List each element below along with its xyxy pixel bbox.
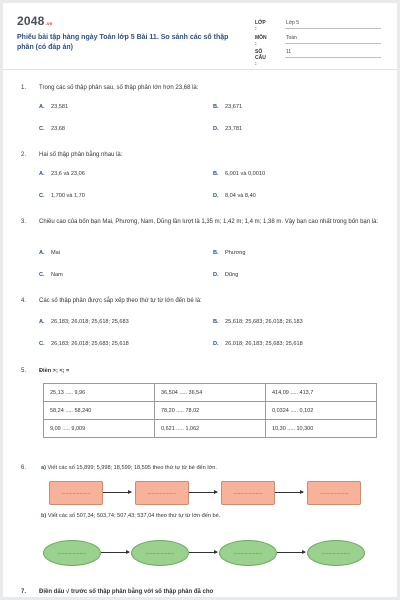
- option-a[interactable]: [39, 319, 129, 325]
- option-b[interactable]: [213, 171, 265, 177]
- option-letter: C.: [39, 341, 45, 347]
- sub-text: Viết các số 507,34; 503,74; 507,43; 537,04 theo thứ tự từ lớn đến bé.: [47, 513, 221, 519]
- table-cell[interactable]: 9,09 ..... 9,009: [44, 420, 155, 438]
- option-b[interactable]: [213, 250, 245, 256]
- answer-oval[interactable]: .....................: [131, 540, 189, 566]
- meta-label: LỚP :: [255, 20, 266, 32]
- option-letter: B.: [213, 104, 219, 110]
- arrow: [277, 552, 305, 553]
- option-letter: B.: [213, 171, 219, 177]
- option-text: 8,04 và 8,40: [225, 193, 256, 199]
- option-letter: A.: [39, 171, 45, 177]
- option-text: Mai: [51, 250, 61, 256]
- answer-box[interactable]: .....................: [49, 481, 103, 505]
- option-text: Dũng: [225, 272, 239, 278]
- table-row: [44, 420, 377, 438]
- option-letter: B.: [213, 319, 219, 325]
- option-b[interactable]: [213, 104, 242, 110]
- question-number: 6.: [21, 465, 27, 471]
- meta-label: MÔN :: [255, 35, 267, 47]
- option-a[interactable]: [39, 171, 85, 177]
- site-logo[interactable]: [17, 14, 53, 28]
- question-text: Trong các số thập phân sau, số thập phân lớn hơn 23,68 là:: [39, 85, 199, 91]
- option-letter: D.: [213, 126, 219, 132]
- question-number: 4.: [21, 298, 27, 304]
- option-letter: D.: [213, 341, 219, 347]
- question-text: Điền dấu √ trước số thập phân bằng với số thập phân đã cho: [39, 589, 214, 595]
- arrow: [189, 552, 217, 553]
- answer-oval[interactable]: .....................: [43, 540, 101, 566]
- question-number: 5.: [21, 368, 27, 374]
- option-text: 26,183; 26,018; 25,618; 25,683: [51, 319, 129, 325]
- option-text: 26,183; 26,018; 25,683; 25,618: [51, 341, 129, 347]
- worksheet-header: [3, 3, 397, 69]
- answer-box[interactable]: .....................: [135, 481, 189, 505]
- meta-label: SỐ CÂU :: [255, 49, 266, 67]
- option-text: 23,581: [51, 104, 69, 110]
- question-number: 2.: [21, 152, 27, 158]
- option-letter: A.: [39, 250, 45, 256]
- option-letter: D.: [213, 193, 219, 199]
- arrow: [101, 552, 129, 553]
- meta-underline: [285, 43, 381, 44]
- answer-oval[interactable]: .....................: [307, 540, 365, 566]
- arrow: [103, 492, 131, 493]
- table-row: [44, 402, 377, 420]
- option-letter: A.: [39, 319, 45, 325]
- question-text: Các số thập phân được sắp xếp theo thứ tự từ lớn đến bé là:: [39, 298, 202, 304]
- option-text: 6,001 và 0,0010: [225, 171, 266, 177]
- option-b[interactable]: [213, 319, 303, 325]
- option-text: 23,671: [225, 104, 243, 110]
- question-instruction: Điền >; <; =: [39, 368, 70, 374]
- table-row: [44, 384, 377, 402]
- table-cell[interactable]: 78,20 ..... 78,02: [155, 402, 266, 420]
- table-cell[interactable]: 58,24 ..... 58,240: [44, 402, 155, 420]
- option-text: 23,68: [51, 126, 65, 132]
- option-text: 25,618; 25,683; 26,018; 26,183: [225, 319, 303, 325]
- option-text: Phương: [225, 250, 246, 256]
- sub-letter: b): [41, 513, 47, 519]
- option-letter: C.: [39, 272, 45, 278]
- answer-oval[interactable]: .....................: [219, 540, 277, 566]
- header-divider: [3, 69, 397, 70]
- table-cell[interactable]: 414,09 ..... 413,7: [266, 384, 377, 402]
- question-6b: [41, 513, 220, 519]
- option-letter: D.: [213, 272, 219, 278]
- answer-box[interactable]: .....................: [221, 481, 275, 505]
- worksheet-title: Phiếu bài tập hàng ngày Toán lớp 5 Bài 11. So sánh các số thập phân (có đáp án): [17, 34, 229, 51]
- table-cell[interactable]: 0,0324 ..... 0,102: [266, 402, 377, 420]
- question-text: Hai số thập phân bằng nhau là:: [39, 152, 123, 158]
- option-text: 26,018; 26,183; 25,683; 25,618: [225, 341, 303, 347]
- option-c[interactable]: [39, 126, 65, 132]
- option-letter: C.: [39, 193, 45, 199]
- question-text: Chiều cao của bốn bạn Mai, Phương, Nam, Dũng lần lượt là 1,35 m; 1,42 m; 1,4 m; 1,38 m. Vậy bạn cao nhất trong bốn bạn là:: [39, 219, 379, 225]
- meta-value: Lớp 5: [286, 20, 300, 26]
- option-c[interactable]: [39, 272, 63, 278]
- worksheet-page: [3, 3, 397, 597]
- sub-text: Viết các số 15,899; 5,998; 18,599; 18,595 theo thứ tự từ bé đến lớn.: [47, 465, 217, 471]
- logo-text: 2048: [17, 14, 45, 28]
- option-text: 23,6 và 23,06: [51, 171, 85, 177]
- option-letter: B.: [213, 250, 219, 256]
- question-number: 1.: [21, 85, 27, 91]
- comparison-table: [43, 383, 377, 438]
- meta-value: 11: [286, 49, 292, 55]
- table-cell[interactable]: 25,13 ..... 9,96: [44, 384, 155, 402]
- question-number: 7.: [21, 589, 27, 595]
- meta-value: Toán: [286, 35, 297, 41]
- arrow: [189, 492, 217, 493]
- option-text: Nam: [51, 272, 63, 278]
- option-text: 23,781: [225, 126, 243, 132]
- option-letter: A.: [39, 104, 45, 110]
- table-cell[interactable]: 10,30 ..... 10,300: [266, 420, 377, 438]
- option-d[interactable]: [213, 126, 242, 132]
- option-a[interactable]: [39, 104, 68, 110]
- meta-underline: [285, 28, 381, 29]
- option-d[interactable]: [213, 341, 303, 347]
- table-cell[interactable]: 36,504 ..... 36,54: [155, 384, 266, 402]
- meta-underline: [285, 57, 381, 58]
- table-cell[interactable]: 0,621 ..... 1,062: [155, 420, 266, 438]
- option-text: 1,700 và 1,70: [51, 193, 85, 199]
- option-c[interactable]: [39, 193, 85, 199]
- option-d[interactable]: [213, 193, 256, 199]
- option-letter: C.: [39, 126, 45, 132]
- question-number: 3.: [21, 219, 27, 225]
- answer-box[interactable]: .....................: [307, 481, 361, 505]
- sub-letter: a): [41, 465, 46, 471]
- question-6a: [41, 465, 217, 471]
- option-a[interactable]: [39, 250, 60, 256]
- option-d[interactable]: [213, 272, 238, 278]
- logo-suffix: .vn: [45, 21, 53, 26]
- option-c[interactable]: [39, 341, 129, 347]
- arrow: [275, 492, 303, 493]
